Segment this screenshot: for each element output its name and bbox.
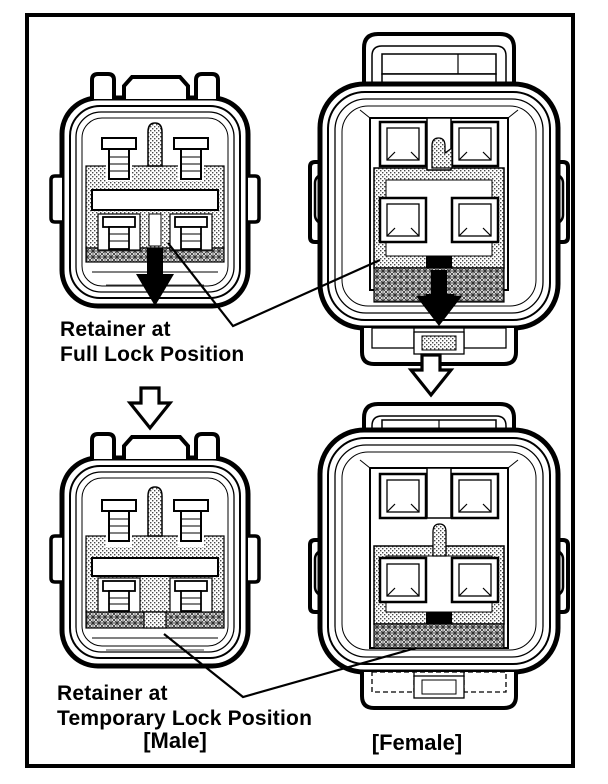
temporary-lock-callout-line1: Retainer at	[57, 682, 168, 705]
temporary-lock-callout	[57, 681, 312, 731]
sequence-down-arrow-icon-female	[409, 353, 453, 397]
sequence-down-arrow-icon-male	[128, 386, 172, 430]
female-caption: [Female]	[371, 730, 463, 755]
full-lock-callout-line2: Full Lock Position	[60, 343, 245, 366]
temporary-lock-callout-line2: Temporary Lock Position	[57, 707, 313, 730]
full-lock-leader-line	[168, 243, 380, 326]
full-lock-callout-line1: Retainer at	[60, 318, 171, 341]
male-caption: [Male]	[143, 728, 207, 753]
full-lock-callout	[60, 317, 244, 367]
